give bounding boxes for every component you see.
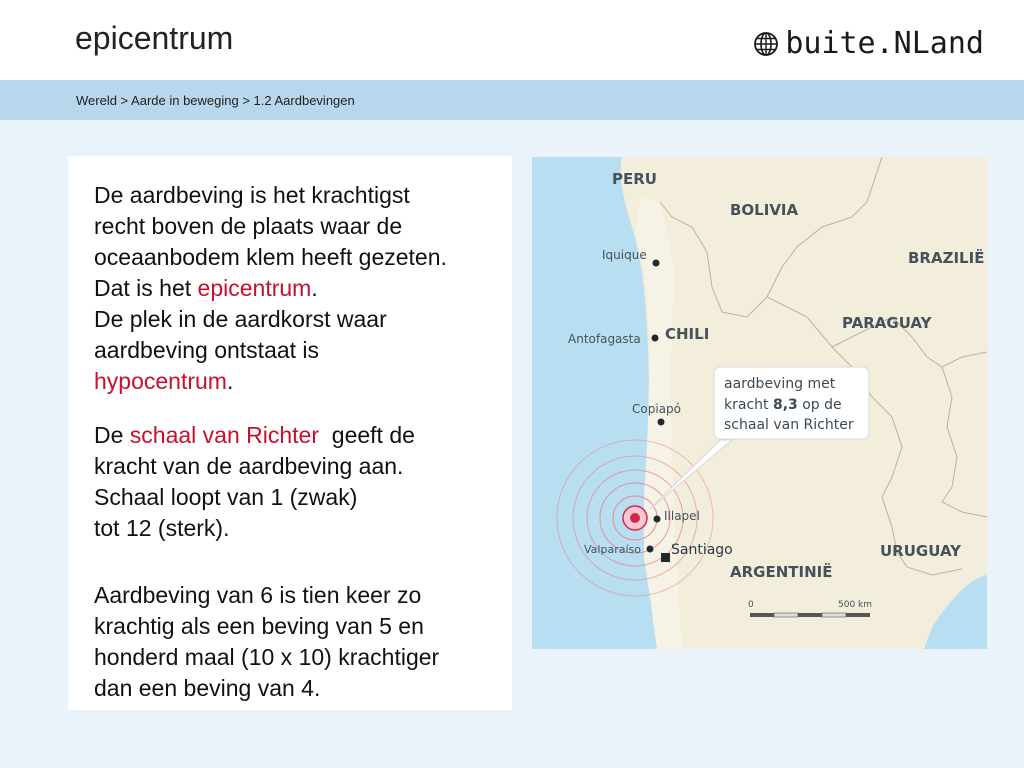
scale-segment xyxy=(846,613,870,617)
scale-segment xyxy=(822,613,846,617)
scale-end-label: 500 km xyxy=(838,600,873,610)
city-santiago: Santiago xyxy=(671,542,733,558)
country-chili: CHILI xyxy=(665,325,710,343)
marker-santiago xyxy=(661,553,670,562)
scale-segment xyxy=(750,613,774,617)
country-paraguay: PARAGUAY xyxy=(842,314,932,332)
country-uruguay: URUGUAY xyxy=(880,542,961,560)
text-line: dan een beving van 4. xyxy=(94,675,321,701)
marker-antofagasta xyxy=(652,335,659,342)
text-line: De plek in de aardkorst waar xyxy=(94,306,387,332)
city-iquique: Iquique xyxy=(602,248,647,262)
text-line: recht boven de plaats waar de xyxy=(94,213,403,239)
paragraph-comparison xyxy=(94,580,439,704)
country-peru: PERU xyxy=(612,170,657,188)
city-copiapo: Copiapó xyxy=(632,402,681,416)
text-line: tot 12 (sterk). xyxy=(94,515,230,541)
marker-valparaiso xyxy=(647,546,654,553)
chile-earthquake-map xyxy=(532,157,987,649)
text-line: Schaal loopt van 1 (zwak) xyxy=(94,484,358,510)
text-line xyxy=(94,420,415,451)
text-panel xyxy=(68,156,512,710)
text-segment: . xyxy=(226,368,234,394)
header-bar xyxy=(0,0,1024,80)
city-illapel: Illapel xyxy=(664,509,700,523)
callout-line2 xyxy=(724,397,842,413)
page-title: epicentrum xyxy=(75,20,234,56)
city-valparaiso: Valparaíso xyxy=(584,543,641,556)
text-line: De aardbeving is het krachtigst xyxy=(94,182,410,208)
text-line: Aardbeving van 6 is tien keer zo xyxy=(94,582,422,608)
text-segment: Dat is het xyxy=(94,275,198,301)
brand-logo[interactable] xyxy=(753,26,984,61)
term-epicentrum: epicentrum xyxy=(197,275,312,301)
country-bolivia: BOLIVIA xyxy=(730,201,799,219)
paragraph-richter xyxy=(94,420,415,544)
text-segment: De xyxy=(94,422,130,448)
text-segment: . xyxy=(311,275,318,301)
text-line: kracht van de aardbeving aan. xyxy=(94,453,404,479)
country-brazilie: BRAZILIË xyxy=(908,249,985,267)
scale-segment xyxy=(774,613,798,617)
city-antofagasta: Antofagasta xyxy=(568,332,641,346)
term-schaal-van-richter: schaal van Richter xyxy=(129,422,319,448)
country-argentinie: ARGENTINIË xyxy=(730,563,833,581)
text-line: oceaanbodem klem heeft gezeten. xyxy=(94,244,447,270)
epicenter-dot xyxy=(630,513,640,523)
paragraph-epicentrum xyxy=(94,180,447,397)
callout-segment: op de xyxy=(797,397,842,413)
text-line: aardbeving ontstaat is xyxy=(94,337,320,363)
callout-magnitude: 8,3 xyxy=(772,397,798,413)
text-line xyxy=(94,273,447,304)
brand-name: buite.NLand xyxy=(785,26,984,61)
text-segment: geeft de xyxy=(319,422,415,448)
scale-segment xyxy=(798,613,822,617)
globe-icon xyxy=(753,31,779,57)
marker-copiapo xyxy=(658,419,665,426)
breadcrumb-bar xyxy=(0,80,1024,120)
text-line xyxy=(94,366,447,397)
callout-line3: schaal van Richter xyxy=(724,417,854,433)
text-line: krachtig als een beving van 5 en xyxy=(94,613,424,639)
marker-iquique xyxy=(653,260,660,267)
breadcrumb[interactable]: Wereld > Aarde in beweging > 1.2 Aardbevingen xyxy=(76,93,355,108)
callout-segment: kracht xyxy=(724,397,773,413)
term-hypocentrum: hypocentrum xyxy=(94,368,227,394)
text-line: honderd maal (10 x 10) krachtiger xyxy=(94,644,440,670)
marker-illapel xyxy=(654,516,661,523)
scale-start-label: 0 xyxy=(748,600,754,610)
callout-line1: aardbeving met xyxy=(724,376,836,392)
